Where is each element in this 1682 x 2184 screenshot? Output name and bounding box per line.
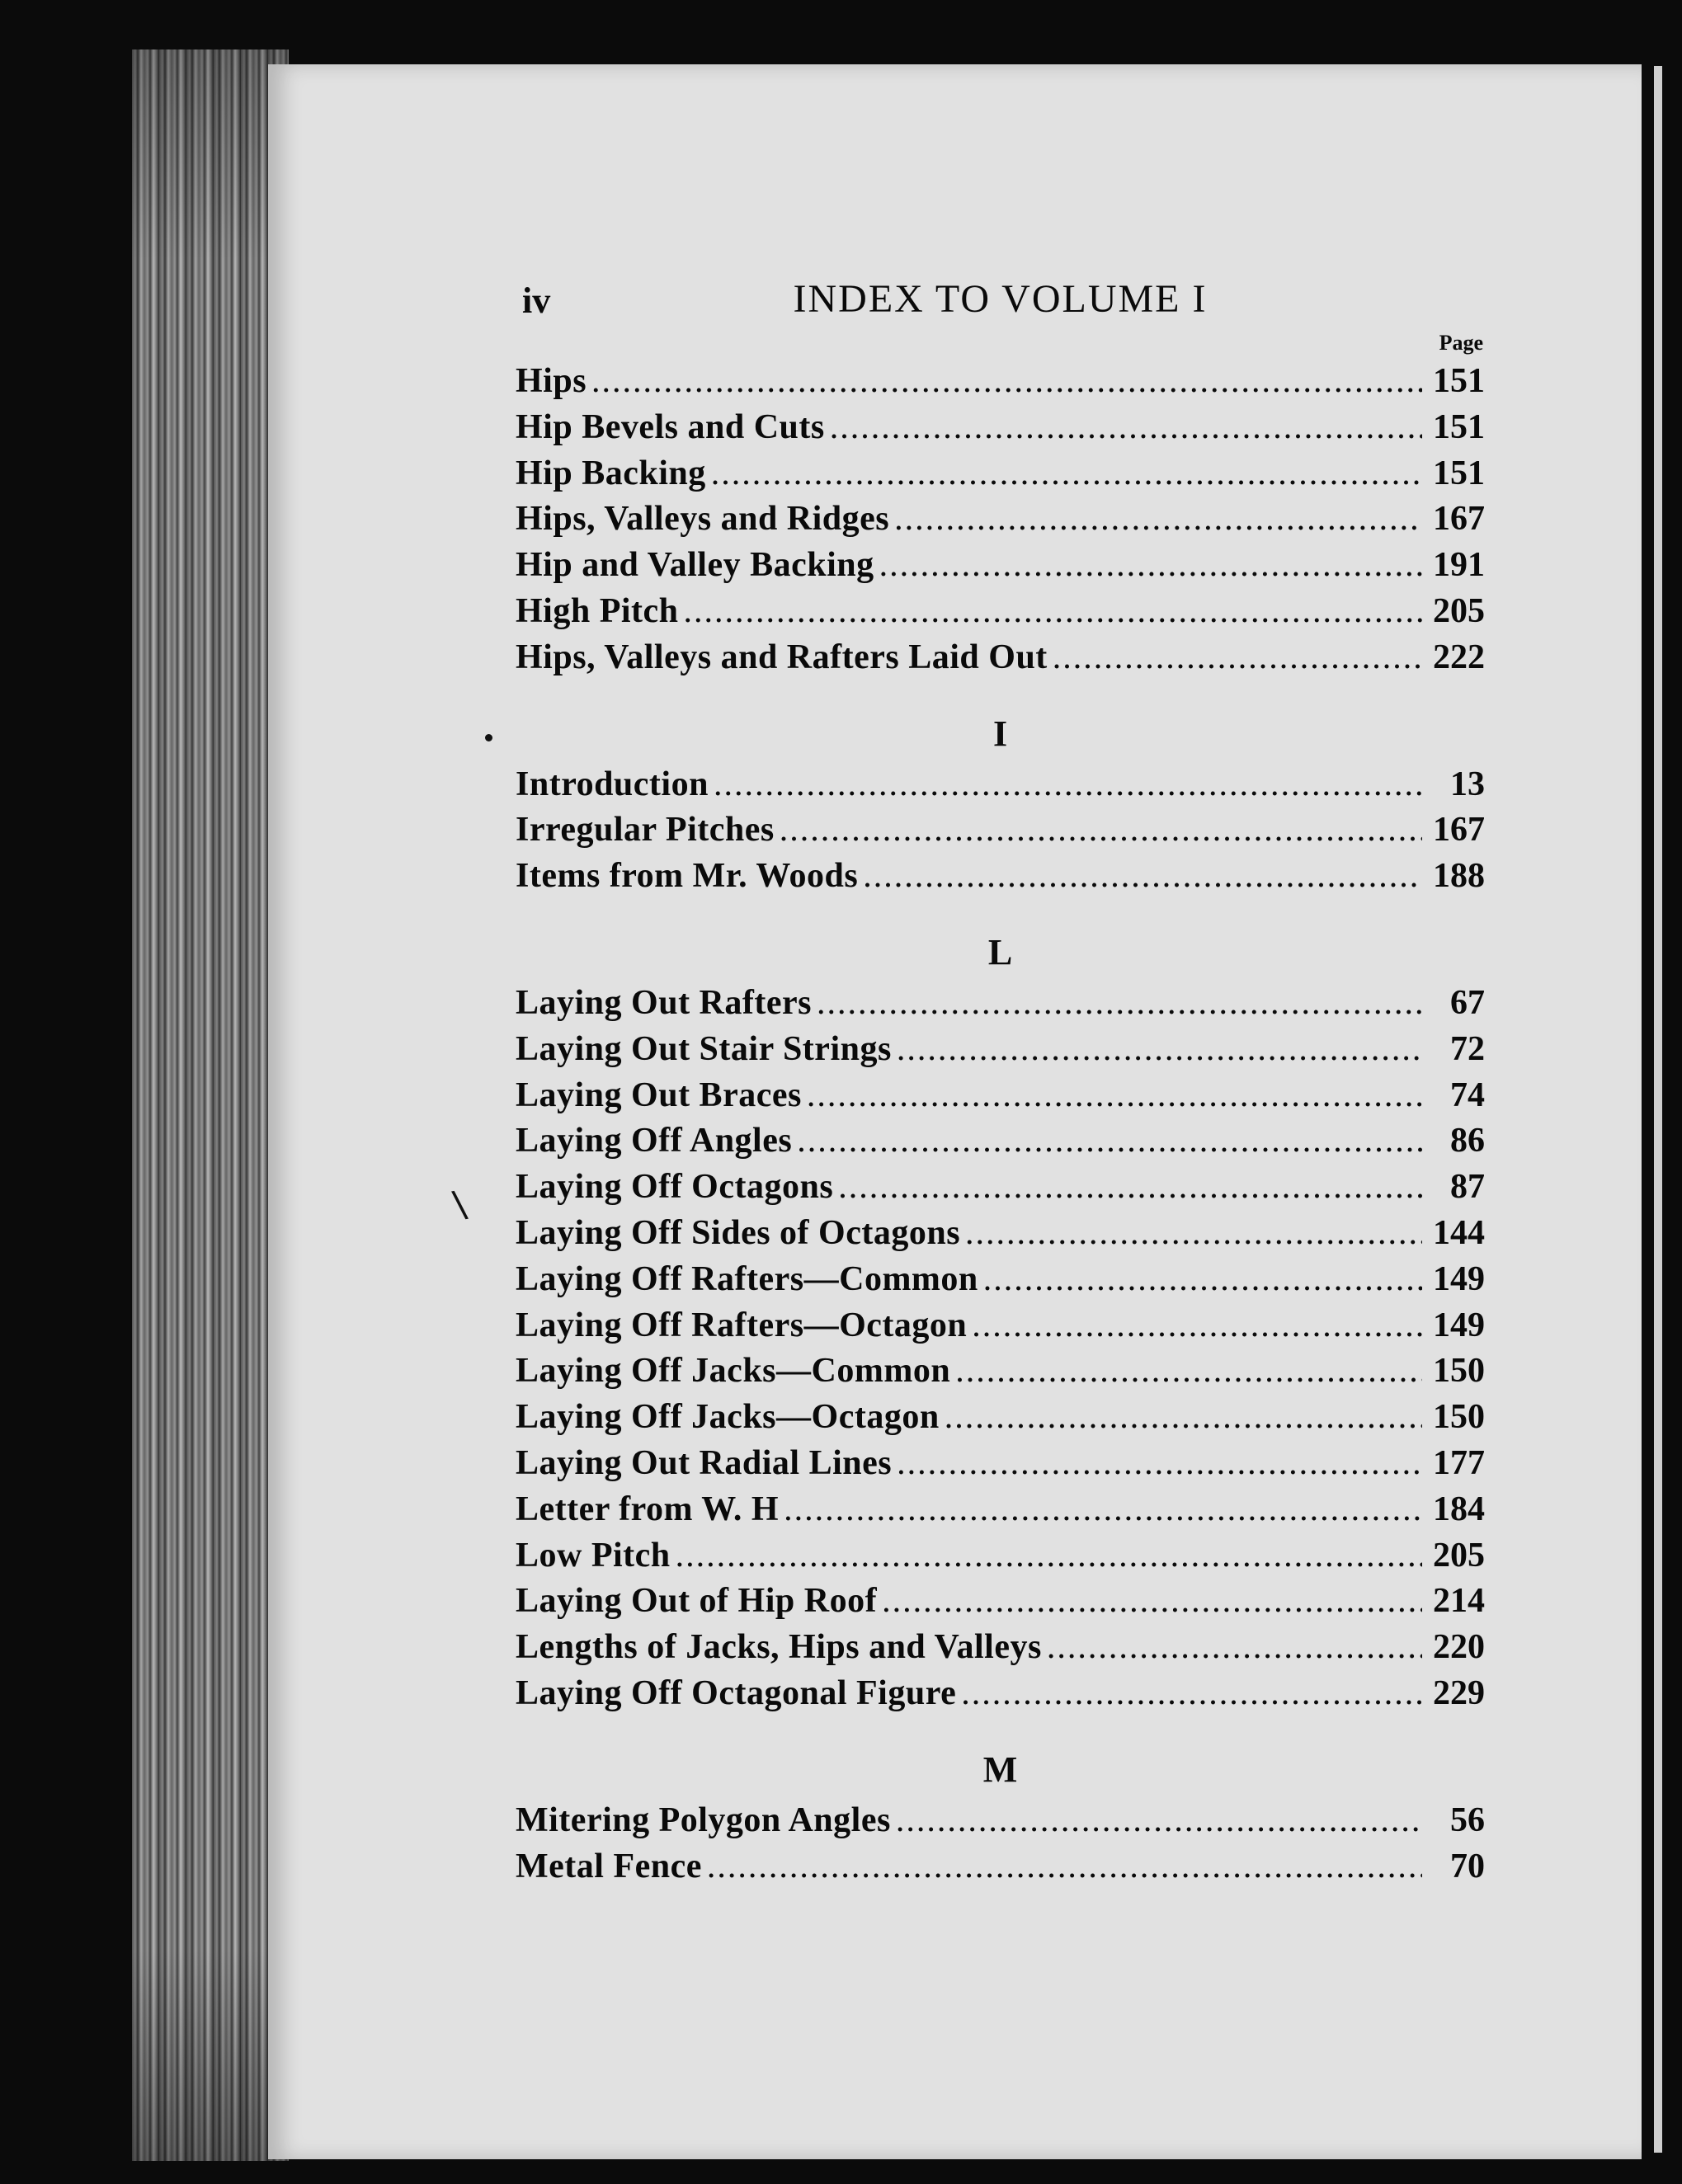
section-letter-i: I — [992, 713, 1008, 754]
index-entry — [516, 1027, 1485, 1073]
index-entry — [516, 451, 1485, 497]
index-section-l — [516, 981, 1485, 1717]
index-entry — [516, 1211, 1485, 1257]
entry-page: 205 — [1433, 1536, 1485, 1574]
index-entry — [516, 1579, 1485, 1625]
entry-page: 72 — [1450, 1029, 1485, 1068]
dot-leader — [961, 1671, 1422, 1717]
dot-leader — [676, 1533, 1422, 1579]
entry-page: 220 — [1433, 1628, 1485, 1667]
entry-label: Laying Out Braces — [516, 1076, 802, 1114]
index-section-m — [516, 1798, 1485, 1890]
entry-label: Mitering Polygon Angles — [516, 1800, 891, 1839]
page-column-label: Page — [1439, 331, 1483, 355]
index-entry — [516, 359, 1485, 405]
index-entry — [516, 981, 1485, 1027]
dot-leader — [897, 1441, 1422, 1487]
index-entry — [516, 1844, 1485, 1890]
entry-page: 150 — [1433, 1398, 1485, 1437]
entry-page: 151 — [1433, 454, 1485, 492]
entry-page: 70 — [1450, 1847, 1485, 1885]
entry-page: 86 — [1450, 1122, 1485, 1160]
entry-page: 222 — [1433, 638, 1485, 676]
entry-label: Laying Off Rafters—Common — [516, 1259, 978, 1298]
dot-leader — [830, 405, 1422, 451]
index-entry — [516, 1257, 1485, 1303]
dot-leader — [863, 854, 1422, 900]
page-edge-shadow — [132, 49, 289, 2161]
index-entry — [516, 1073, 1485, 1119]
entry-page: 149 — [1433, 1259, 1485, 1298]
section-letter-m: M — [982, 1749, 1018, 1790]
index-entry — [516, 1671, 1485, 1717]
section-letter-l: L — [987, 931, 1013, 972]
index-entry — [516, 854, 1485, 900]
entry-page: 56 — [1450, 1800, 1485, 1839]
index-entry — [516, 1487, 1485, 1533]
index-entry — [516, 1441, 1485, 1487]
entry-page: 191 — [1433, 546, 1485, 585]
index-entry — [516, 807, 1485, 854]
dot-leader — [882, 1579, 1422, 1625]
dot-leader — [1053, 635, 1422, 681]
entry-label: Laying Out Rafters — [516, 983, 812, 1022]
index-entry — [516, 635, 1485, 681]
entry-label: Hips — [516, 362, 587, 400]
dot-leader — [817, 981, 1422, 1027]
entry-page: 151 — [1433, 407, 1485, 446]
entry-label: Hip Bevels and Cuts — [516, 407, 825, 446]
index-entry — [516, 1349, 1485, 1395]
entry-label: Laying Off Octagonal Figure — [516, 1673, 957, 1712]
entry-page: 205 — [1433, 591, 1485, 630]
entry-page: 167 — [1433, 500, 1485, 539]
index-entry — [516, 1303, 1485, 1349]
entry-page: 149 — [1433, 1306, 1485, 1344]
entry-label: Laying Out Stair Strings — [516, 1029, 892, 1068]
entry-label: Metal Fence — [516, 1847, 702, 1885]
entry-page: 150 — [1433, 1352, 1485, 1391]
index-entry — [516, 1533, 1485, 1579]
entry-label: Lengths of Jacks, Hips and Valleys — [516, 1628, 1042, 1667]
dot-leader — [896, 1798, 1422, 1844]
folio-number: iv — [522, 280, 551, 321]
index-entry — [516, 497, 1485, 543]
entry-label: Irregular Pitches — [516, 811, 775, 850]
index-section-i — [516, 762, 1485, 900]
entry-page: 13 — [1450, 765, 1485, 803]
entry-page: 177 — [1433, 1443, 1485, 1482]
dot-leader — [945, 1395, 1422, 1441]
dot-leader — [894, 497, 1422, 543]
index-entry — [516, 1798, 1485, 1844]
entry-page: 214 — [1433, 1582, 1485, 1621]
dot-leader — [897, 1027, 1422, 1073]
entry-label: Hip Backing — [516, 454, 706, 492]
dot-leader — [1047, 1625, 1422, 1671]
entry-label: Laying Off Jacks—Octagon — [516, 1398, 940, 1437]
entry-label: Laying Out of Hip Roof — [516, 1582, 878, 1621]
entry-label: Introduction — [516, 765, 709, 803]
dot-leader — [807, 1073, 1422, 1119]
dot-leader — [983, 1257, 1422, 1303]
entry-page: 144 — [1433, 1213, 1485, 1252]
entry-page: 184 — [1433, 1490, 1485, 1528]
index-entry — [516, 405, 1485, 451]
entry-page: 87 — [1450, 1168, 1485, 1207]
entry-label: Hips, Valleys and Rafters Laid Out — [516, 638, 1048, 676]
entry-page: 167 — [1433, 811, 1485, 850]
entry-page: 151 — [1433, 362, 1485, 400]
entry-label: High Pitch — [516, 591, 679, 630]
dot-leader — [707, 1844, 1422, 1890]
entry-label: Laying Off Rafters—Octagon — [516, 1306, 968, 1344]
index-entry — [516, 1118, 1485, 1165]
index-entry — [516, 762, 1485, 808]
entry-label: Hips, Valleys and Ridges — [516, 500, 890, 539]
right-page-edge — [1654, 66, 1662, 2153]
index-entry — [516, 543, 1485, 589]
dot-leader — [972, 1303, 1422, 1349]
dot-leader — [784, 1487, 1422, 1533]
dot-leader — [955, 1349, 1422, 1395]
entry-label: Laying Off Jacks—Common — [516, 1352, 951, 1391]
dot-leader — [965, 1211, 1422, 1257]
index-entry — [516, 589, 1485, 635]
page-title: INDEX TO VOLUME I — [793, 277, 1208, 321]
entry-label: Low Pitch — [516, 1536, 671, 1574]
entry-label: Letter from W. H — [516, 1490, 780, 1528]
dot-leader — [591, 359, 1422, 405]
entry-page: 74 — [1450, 1076, 1485, 1114]
entry-label: Laying Off Angles — [516, 1122, 793, 1160]
margin-tick-mark: \ — [450, 1183, 470, 1226]
index-entry — [516, 1395, 1485, 1441]
index-section-h — [516, 359, 1485, 681]
entry-page: 229 — [1433, 1673, 1485, 1712]
dot-leader — [838, 1165, 1422, 1211]
dot-leader — [714, 762, 1422, 808]
dot-leader — [684, 589, 1422, 635]
index-entry — [516, 1165, 1485, 1211]
entry-label: Laying Out Radial Lines — [516, 1443, 893, 1482]
entry-label: Hip and Valley Backing — [516, 546, 874, 585]
entry-label: Laying Off Octagons — [516, 1168, 834, 1207]
dot-leader — [797, 1118, 1422, 1165]
entry-label: Laying Off Sides of Octagons — [516, 1213, 961, 1252]
dot-leader — [879, 543, 1422, 589]
stray-ink-dot — [485, 734, 492, 741]
dot-leader — [711, 451, 1422, 497]
page-header — [516, 276, 1485, 327]
entry-label: Items from Mr. Woods — [516, 857, 859, 896]
entry-page: 188 — [1433, 857, 1485, 896]
index-content — [516, 276, 1485, 1890]
entry-page: 67 — [1450, 983, 1485, 1022]
index-entry — [516, 1625, 1485, 1671]
dot-leader — [780, 807, 1422, 854]
